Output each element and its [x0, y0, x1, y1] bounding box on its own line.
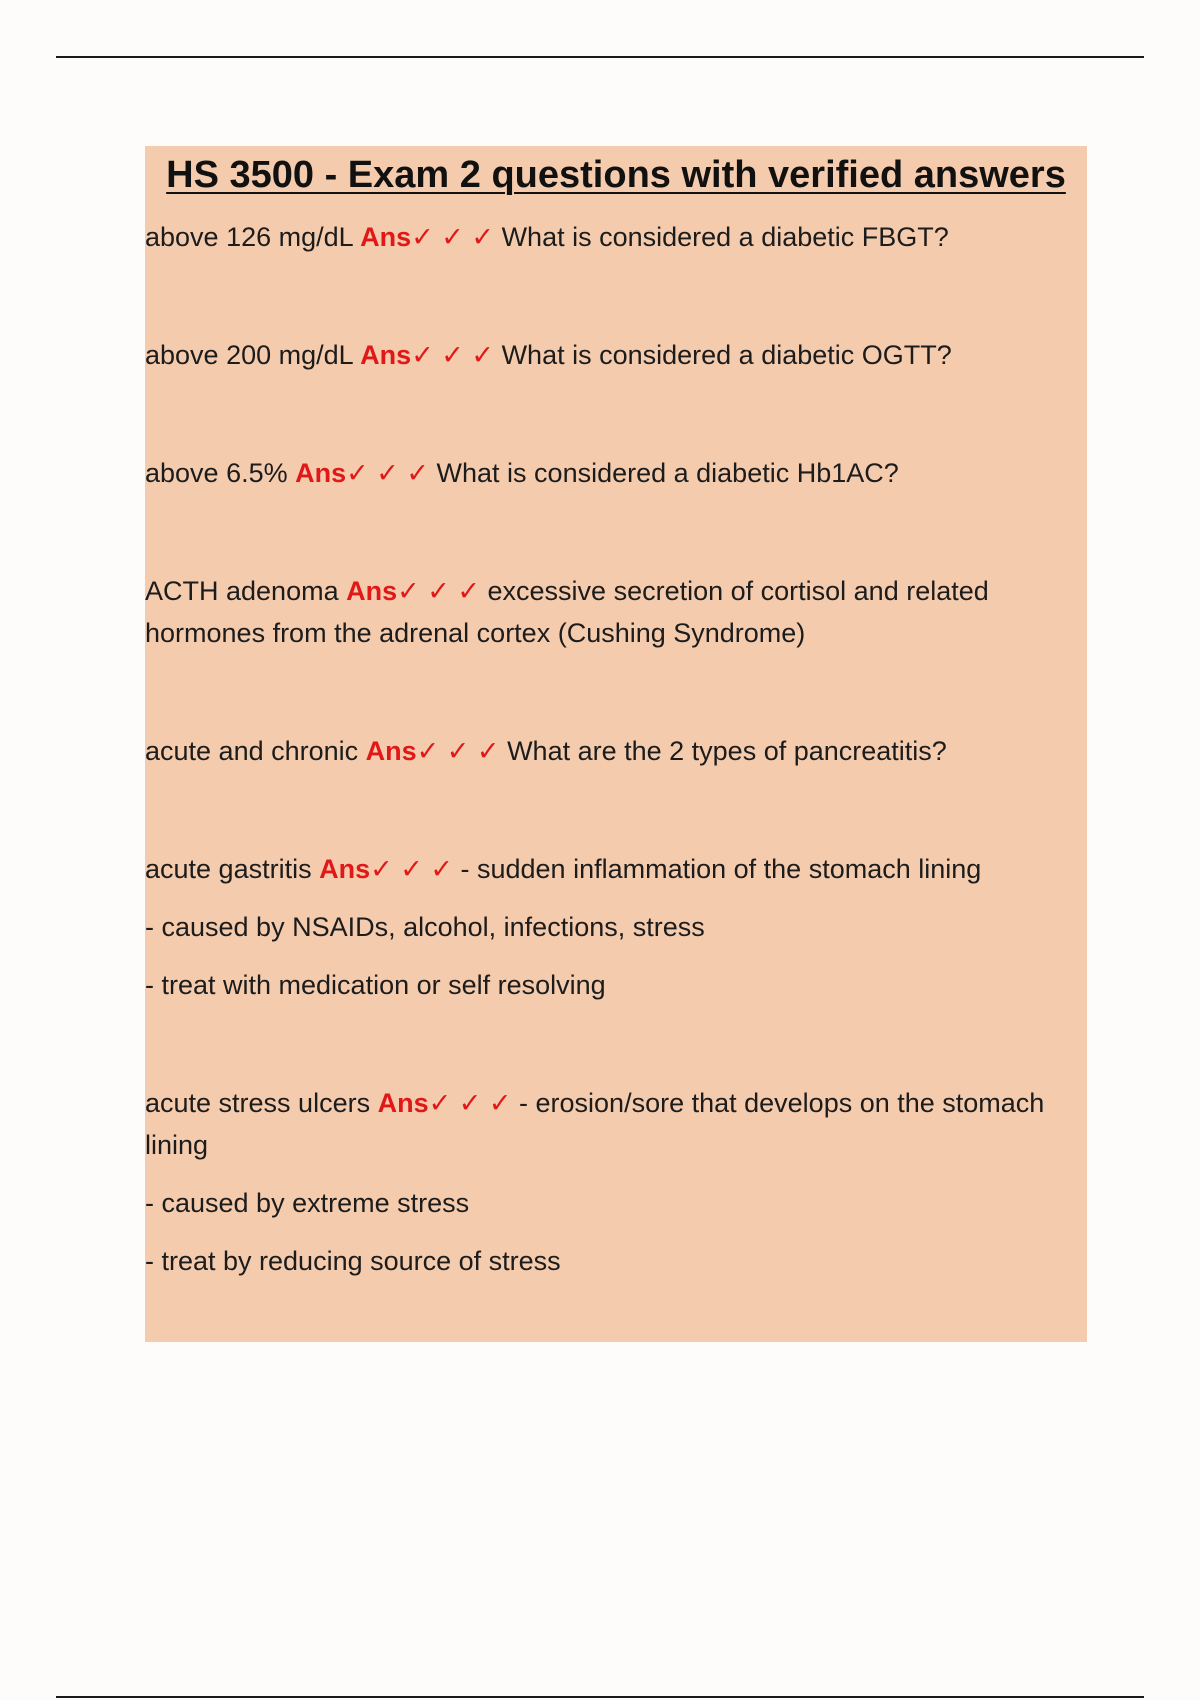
entry-item	[145, 216, 1047, 258]
entry-term: acute gastritis	[145, 854, 312, 884]
entry-item	[145, 334, 1047, 376]
answer-marker: Ans	[365, 736, 417, 766]
entry-note: - treat with medication or self resolving	[145, 970, 606, 1000]
entry-definition: What are the 2 types of pancreatitis?	[507, 736, 947, 766]
answer-marker: Ans	[360, 222, 412, 252]
check-marks-icon: ✓ ✓ ✓	[370, 854, 453, 884]
top-rule	[56, 56, 1144, 58]
bottom-rule	[56, 1696, 1144, 1698]
check-marks-icon: ✓ ✓ ✓	[411, 340, 495, 370]
answer-marker: Ans	[360, 340, 412, 370]
entry-item	[145, 570, 1047, 654]
entry-note: - caused by extreme stress	[145, 1188, 470, 1218]
answer-marker: Ans	[319, 854, 371, 884]
entry-term: ACTH adenoma	[145, 576, 339, 606]
entry-line	[145, 216, 1047, 258]
check-marks-icon: ✓ ✓ ✓	[428, 1088, 512, 1118]
entry-term: above 200 mg/dL	[145, 340, 353, 370]
entry-note: - treat by reducing source of stress	[145, 1246, 561, 1276]
entry-line	[145, 452, 1047, 494]
content-panel	[145, 146, 1087, 1342]
entry-definition: excessive secretion of cortisol and related hormones from the adrenal cortex (Cushing Syndrome)	[145, 576, 989, 648]
entry-note: - caused by NSAIDs, alcohol, infections, stress	[145, 912, 705, 942]
entry-line	[145, 570, 1047, 654]
entry-item	[145, 452, 1047, 494]
check-marks-icon: ✓ ✓ ✓	[397, 576, 480, 606]
answer-marker: Ans	[295, 458, 347, 488]
entry-term: acute and chronic	[145, 736, 359, 766]
entry-line	[145, 848, 1047, 890]
check-marks-icon: ✓ ✓ ✓	[416, 736, 500, 766]
entry-item	[145, 730, 1047, 772]
entry-definition: What is considered a diabetic Hb1AC?	[436, 458, 899, 488]
entry-item	[145, 848, 1047, 1006]
entry-line	[145, 1082, 1047, 1166]
entry-item	[145, 1082, 1047, 1282]
entry-list	[145, 216, 1047, 1282]
entry-line	[145, 334, 1047, 376]
answer-marker: Ans	[346, 576, 398, 606]
entry-term: above 6.5%	[145, 458, 288, 488]
entry-definition: - erosion/sore that develops on the stomach lining	[145, 1088, 1045, 1160]
entry-line	[145, 730, 1047, 772]
entry-definition: What is considered a diabetic FBGT?	[501, 222, 949, 252]
entry-definition: What is considered a diabetic OGTT?	[501, 340, 952, 370]
entry-term: above 126 mg/dL	[145, 222, 353, 252]
document-title: HS 3500 - Exam 2 questions with verified answers	[166, 154, 1066, 196]
check-marks-icon: ✓ ✓ ✓	[346, 458, 430, 488]
answer-marker: Ans	[377, 1088, 429, 1118]
entry-term: acute stress ulcers	[145, 1088, 371, 1118]
entry-definition: - sudden inflammation of the stomach lining	[460, 854, 982, 884]
check-marks-icon: ✓ ✓ ✓	[411, 222, 495, 252]
